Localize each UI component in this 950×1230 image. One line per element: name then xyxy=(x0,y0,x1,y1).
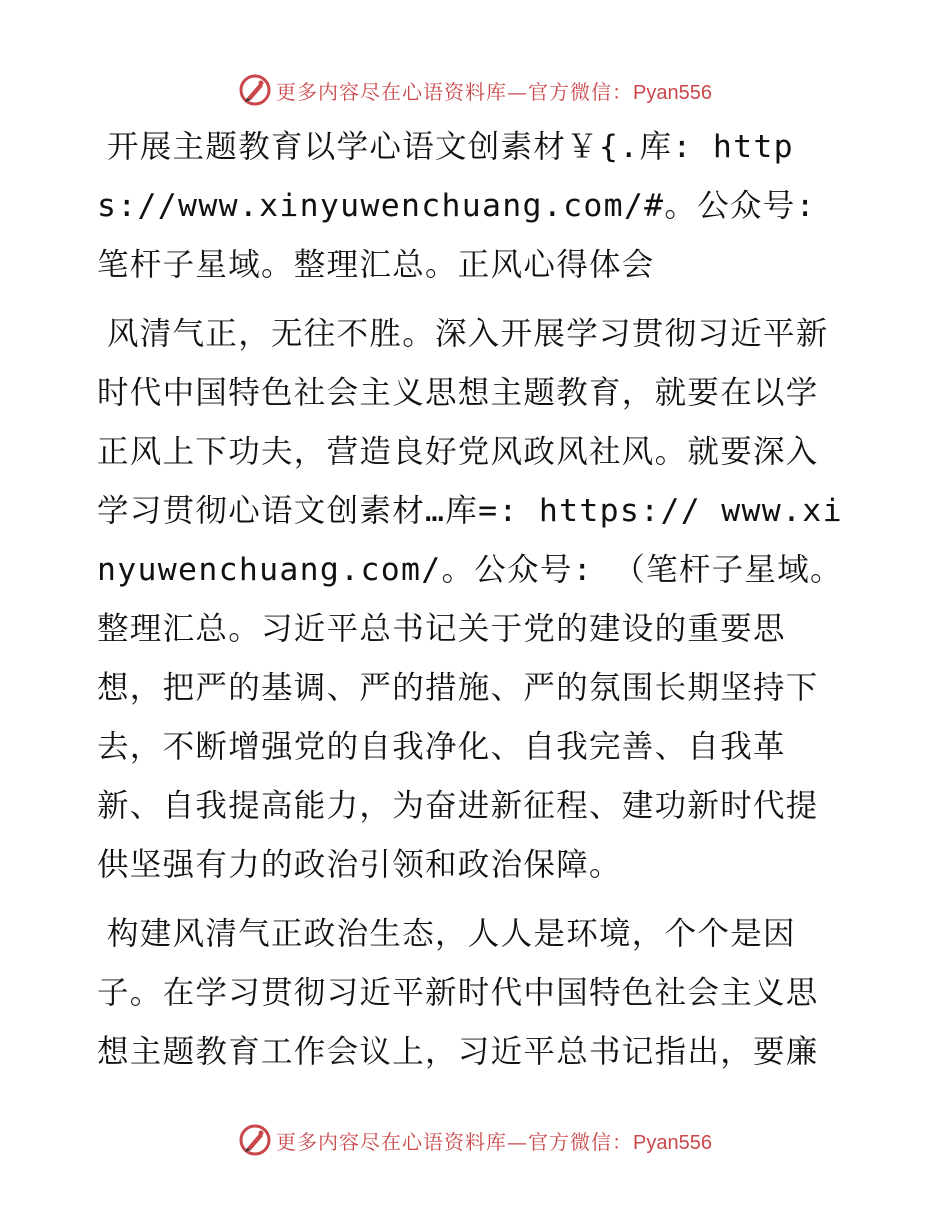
pen-circle-icon xyxy=(238,1123,272,1157)
paragraph-1: 开展主题教育以学心语文创素材￥{.库: https://www.xinyuwenchuang.com/#。公众号: 笔杆子星域。整理汇总。正风心得体会 xyxy=(97,129,816,283)
header-banner-dash: — xyxy=(507,79,529,104)
header-banner[interactable] xyxy=(0,70,950,110)
footer-banner-dash: — xyxy=(507,1129,529,1154)
footer-banner[interactable] xyxy=(0,1120,950,1160)
header-banner-text xyxy=(276,76,712,105)
document-body xyxy=(97,118,849,1092)
header-banner-main: 更多内容尽在心语资料库 xyxy=(276,79,508,104)
paragraph-2: 风清气正，无往不胜。深入开展学习贯彻习近平新时代中国特色社会主义思想主题教育，就要在以学正风上下功夫，营造良好党风政风社风。就要深入学习贯彻心语文创素材…库=: https:// www.xinyuwenchuang.com/。公众号: （笔杆子星域。整理汇总。习近平总书记关于党的建设的重要思想，把严的基调、严的措施、严的氛围长期坚持下去，不断增强党的自我净化、自我完善、自我革新、自我提高能力，为奋进新征程、建功新时代提供坚强有力的政治引领和政治保障。 xyxy=(97,316,843,883)
footer-banner-text xyxy=(276,1126,712,1155)
footer-banner-main: 更多内容尽在心语资料库 xyxy=(276,1129,508,1154)
header-banner-id: Pyan556 xyxy=(633,81,712,104)
pen-circle-icon xyxy=(238,73,272,107)
header-banner-contact: 官方微信： xyxy=(528,79,634,104)
footer-banner-id: Pyan556 xyxy=(633,1131,712,1154)
footer-banner-contact: 官方微信： xyxy=(528,1129,634,1154)
paragraph-3: 构建风清气正政治生态，人人是环境，个个是因子。在学习贯彻习近平新时代中国特色社会主义思想主题教育工作会议上，习近平总书记指出，要廉 xyxy=(97,916,819,1070)
